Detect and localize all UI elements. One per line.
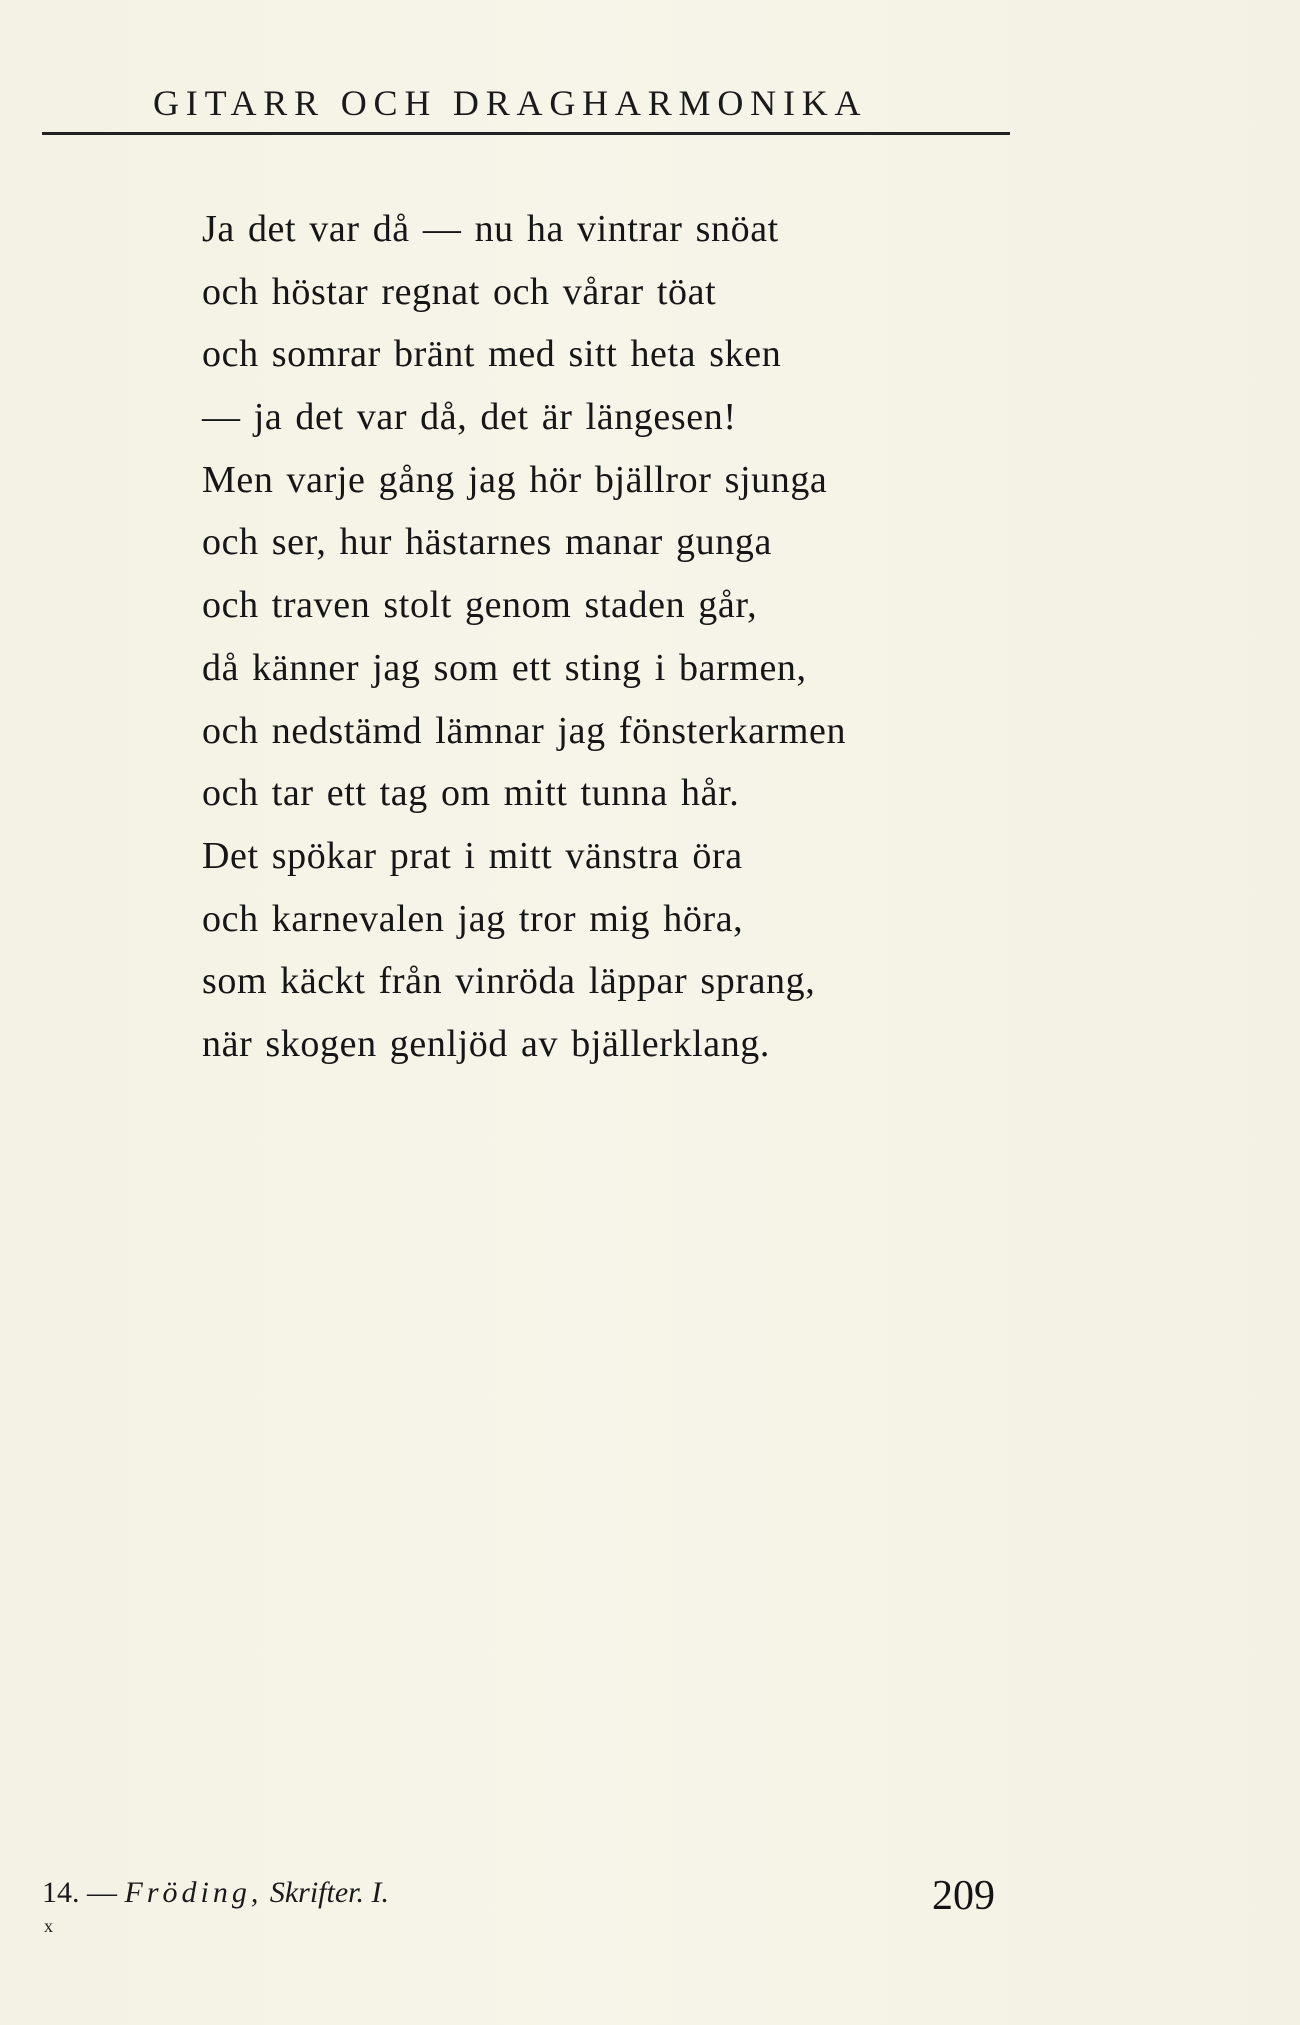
poem-line: — ja det var då, det är längesen! — [202, 396, 737, 439]
poem-stanza — [202, 198, 1022, 1076]
signature-number: 14. — — [42, 1876, 117, 1909]
signature-title: Skrifter. I. — [269, 1876, 389, 1909]
running-head: GITARR OCH DRAGHARMONIKA — [153, 83, 868, 123]
signature-mark: x — [44, 1916, 53, 1936]
poem-line: och traven stolt genom staden går, — [202, 584, 758, 627]
printer-signature — [42, 1876, 389, 1910]
header-rule — [42, 132, 1010, 135]
poem-line: och ser, hur hästarnes manar gunga — [202, 521, 772, 564]
poem-line: då känner jag som ett sting i barmen, — [202, 646, 807, 689]
poem-line: Det spökar prat i mitt vänstra öra — [202, 834, 743, 877]
poem-line: Men varje gång jag hör bjällror sjunga — [202, 458, 828, 501]
poem-line: och karnevalen jag tror mig höra, — [202, 897, 744, 940]
poem-line: när skogen genljöd av bjällerklang. — [202, 1022, 771, 1065]
poem-line: och nedstämd lämnar jag fönsterkarmen — [202, 709, 847, 752]
poem-line: som käckt från vinröda läppar sprang, — [202, 960, 816, 1003]
poem-line: Ja det var då — nu ha vintrar snöat — [202, 208, 779, 250]
signature-author: Fröding, — [124, 1876, 263, 1909]
poem-line: och höstar regnat och vårar töat — [202, 270, 717, 313]
poem-line: och tar ett tag om mitt tunna hår. — [202, 772, 740, 815]
page-number: 209 — [932, 1873, 995, 1919]
poem-line: och somrar bränt med sitt heta sken — [202, 333, 782, 376]
